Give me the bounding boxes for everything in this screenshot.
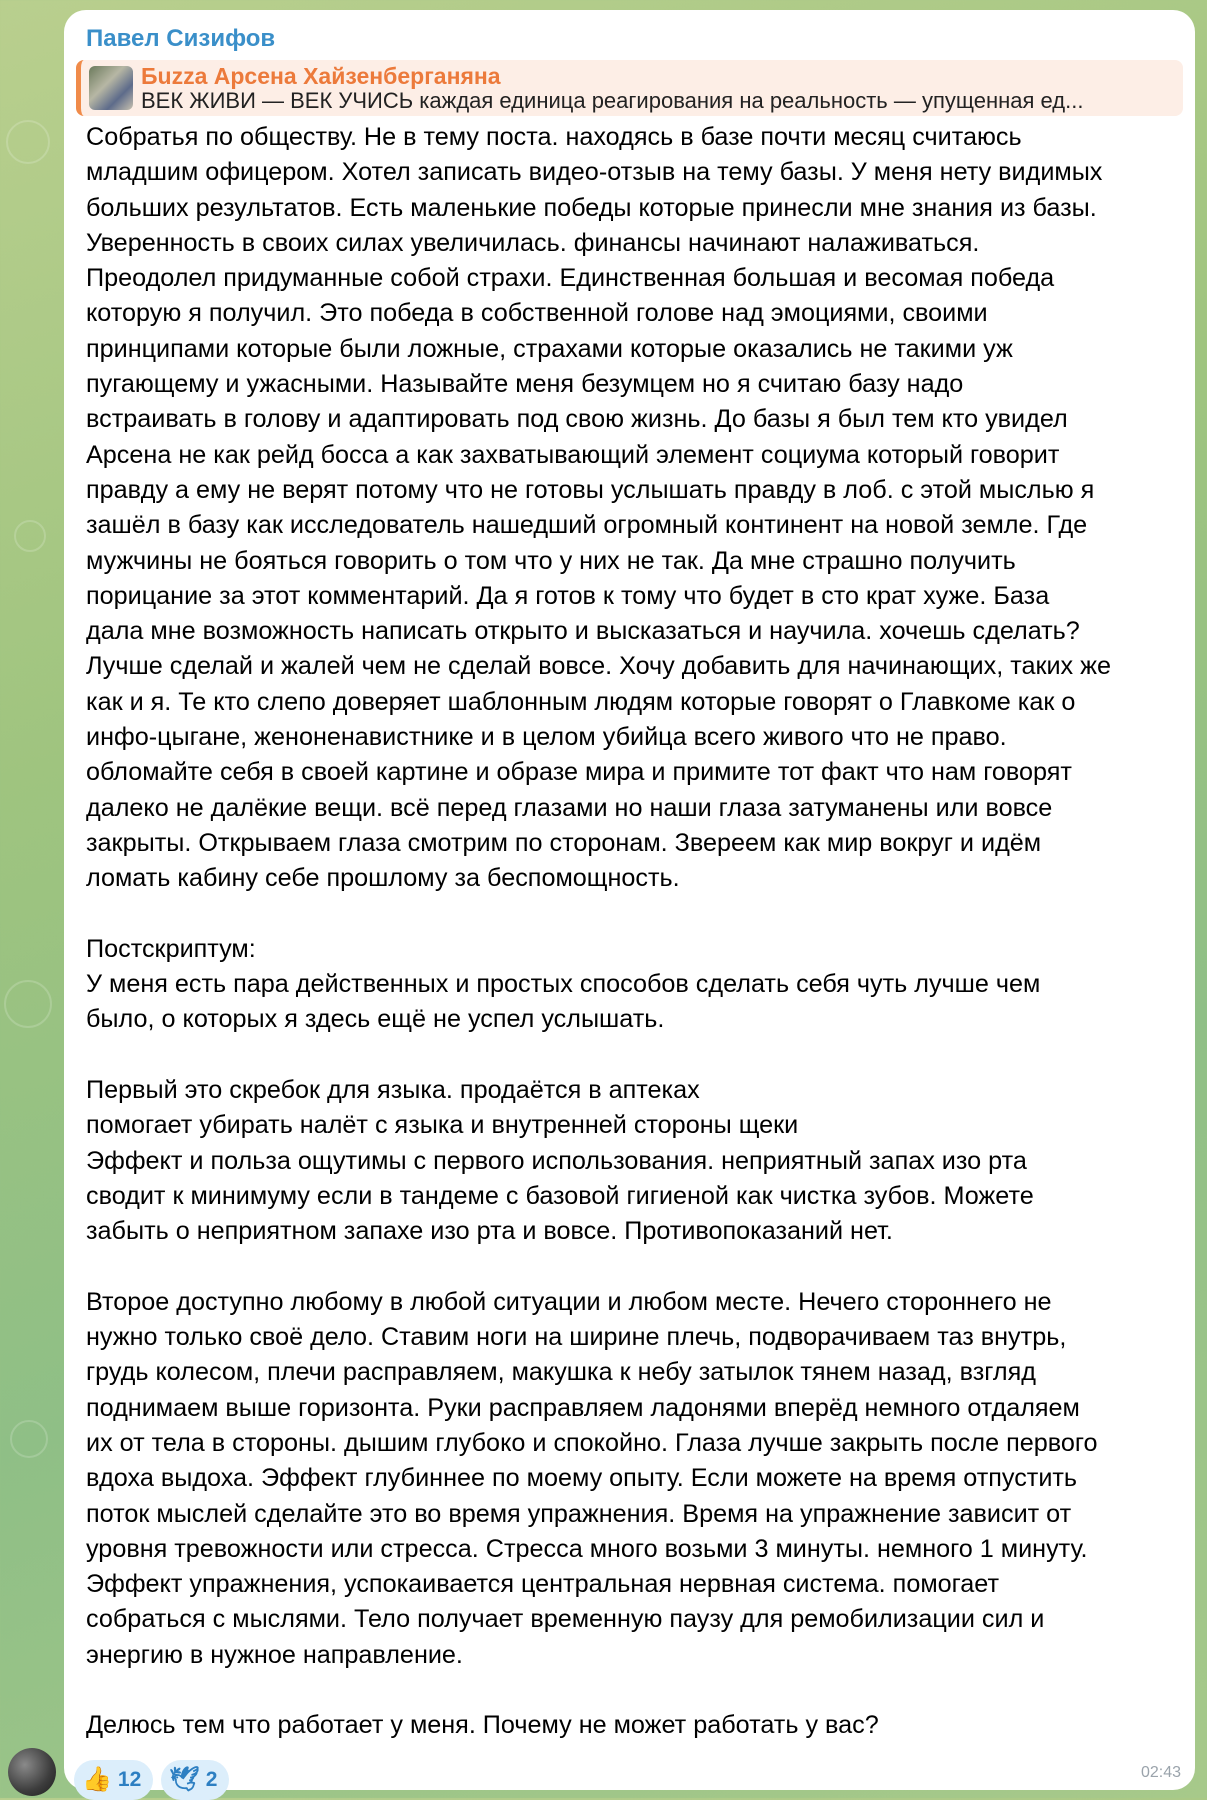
- message-text: Собратья по обществу. Не в тему поста. находясь в базе почти месяц считаюсь младшим офицером. Хотел записать видео-отзыв на тему базы. У меня нету видимых больших результатов. Есть маленькие победы которые принесли мне знания из базы. Уверенность в своих силах увеличилась. финансы начинают налаживаться. Преодолел придуманные собой страхи. Единственная большая и весомая победа которую я получил. Это победа в собственной голове над эмоциями, своими принципами которые были ложные, страхами которые оказались не такими уж пугающему и ужасными. Называйте меня безумцем но я считаю базу надо встраивать в голову и адаптировать под свою жизнь. До базы я был тем кто увидел Арсена не как рейд босса а как захватывающий элемент социума который говорит правду а ему не верят потому что не готовы услышать правду в лоб. с этой мыслью я зашёл в базу как исследователь нашедший огромный континент на новой земле. Где мужчины не бояться говорить о том что у них не так. Да мне страшно получить порицание за этот комментарий. Да я готов к тому что будет в сто крат хуже. База дала мне возможность написать открыто и высказаться и научила. хочешь сделать? Лучше сделай и жалей чем не сделай вовсе. Хочу добавить для начинающих, таких же как и я. Те кто слепо доверяет шаблонным людям которые говорят о Главкоме как о инфо-цыгане, женоненавистнике и в целом убийца всего живого что не право. обломайте себя в своей картине и образе мира и примите тот факт что нам говорят далеко не далёкие вещи. всё перед глазами но наши глаза затуманены или вовсе закрыты. Открываем глаза смотрим по сторонам. Звереем как мир вокруг и идём ломать кабину себе прошлому за беспомощность. Постскриптум: У меня есть пара действенных и простых способов сделать себя чуть лучше чем было, о которых я здесь ещё не успел услышать. Первый это скребок для языка. продаётся в аптеках помогает убирать налёт с языка и внутренней стороны щеки Эффект и польза ощутимы с первого использования. неприятный запах изо рта сводит к минимуму если в тандеме с базовой гигиеной как чистка зубов. Можете забыть о неприятном запахе изо рта и вовсе. Противопоказаний нет. Второе доступно любому в любой ситуации и любом месте. Нечего стороннего не нужно только своё дело. Ставим ноги на ширине плечь, подворачиваем таз внутрь, грудь колесом, плечи расправляем, макушка к небу затылок тянем назад, взгляд поднимаем выше горизонта. Руки расправляем ладонями вперёд немного отдаляем их от тела в стороны. дышим глубоко и спокойно. Глаза лучше закрыть после первого вдоха выдоха. Эффект глубиннее по моему опыту. Если можете на время отпустить поток мыслей сделайте это во время упражнения. Время на упражнение зависит от уровня тревожности или стресса. Стресса много возьми 3 минуты. немного 1 минуту. Эффект упражнения, успокаивается центральная нервная система. помогает собраться с мыслями. Тело получает временную паузу для ремобилизации сил и энергию в нужное направление. Делюсь тем что работает у меня. Почему не может работать у вас?: [86, 123, 1111, 1740]
- reaction-dove[interactable]: [161, 1760, 229, 1800]
- sender-name[interactable]: Павел Сизифов: [86, 25, 276, 52]
- background-doodle: [14, 520, 46, 552]
- reaction-count: 12: [117, 1768, 142, 1791]
- message-bubble[interactable]: [64, 10, 1195, 1793]
- reply-text: ВЕК ЖИВИ — ВЕК УЧИСЬ каждая единица реагирования на реальность — упущенная ед...: [141, 88, 1084, 113]
- background-doodle: [6, 120, 50, 164]
- reaction-count: 2: [205, 1768, 218, 1791]
- reaction-thumbs-up[interactable]: [74, 1760, 153, 1800]
- avatar[interactable]: [8, 1748, 56, 1796]
- dove-icon: 🕊: [169, 1766, 200, 1793]
- reactions-bar: [74, 1760, 229, 1800]
- message-time: 02:43: [1140, 1764, 1181, 1781]
- reply-author: Бuzza Арсена Хайзенберганяна: [141, 63, 501, 89]
- background-doodle: [10, 1420, 48, 1458]
- background-doodle: [4, 980, 52, 1028]
- reply-thumbnail: [89, 66, 133, 110]
- reply-quote[interactable]: [76, 60, 1183, 116]
- thumbs-up-icon: 👍: [82, 1766, 112, 1793]
